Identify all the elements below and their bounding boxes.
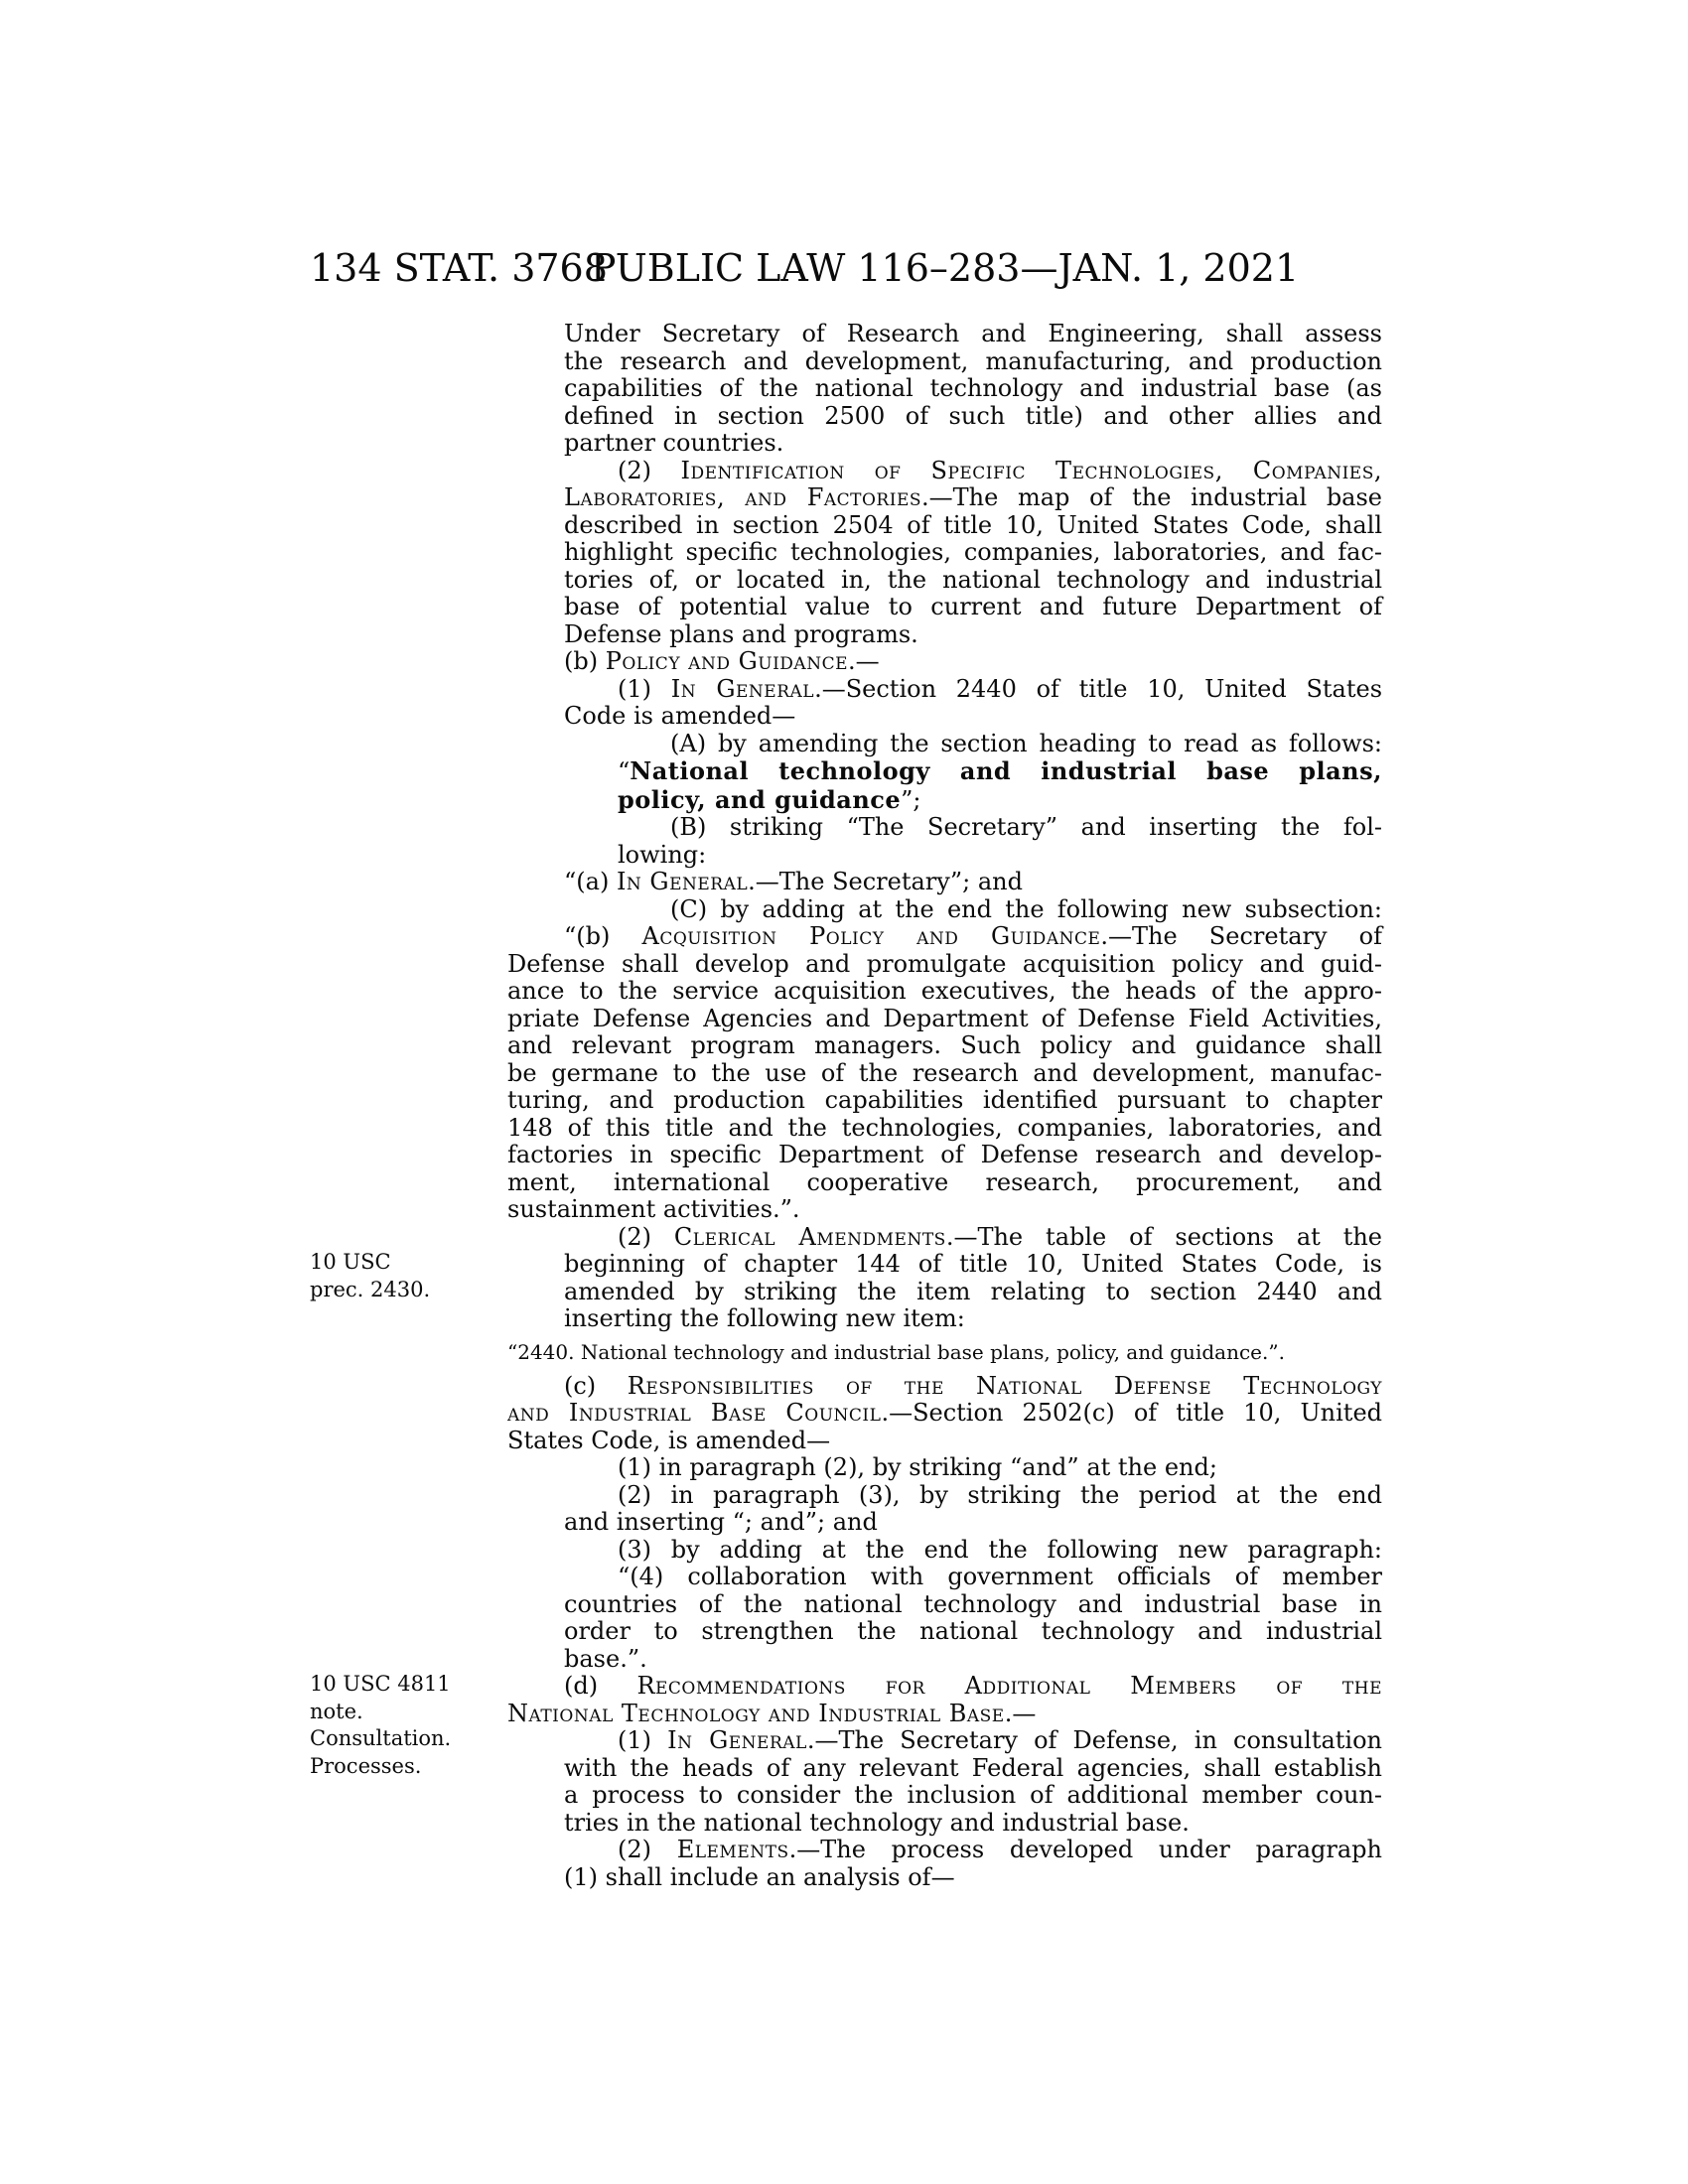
text-line: base.”. <box>564 1644 647 1673</box>
margin-note-line: Consultation. <box>310 1726 452 1750</box>
text-line: “National technology and industrial base plans, <box>618 756 1382 785</box>
text-line: with the heads of any relevant Federal agencies, shall establish <box>564 1753 1382 1782</box>
margin-note-line: 10 USC <box>310 1250 391 1274</box>
text-line: amended by striking the item relating to section 2440 and <box>564 1277 1382 1305</box>
text-line: Defense plans and programs. <box>564 619 918 648</box>
text-line: tries in the national technology and industrial base. <box>564 1808 1190 1837</box>
text-line: (d) Recommendations for Additional Members of the <box>564 1672 1382 1700</box>
text-line: partner countries. <box>564 429 784 457</box>
margin-notes <box>0 0 496 2184</box>
text-line: sustainment activities.”. <box>507 1195 800 1223</box>
text-line: (C) by adding at the end the following new subsection: <box>670 894 1382 923</box>
text-line: Defense shall develop and promulgate acquisition policy and guid- <box>507 949 1382 978</box>
text-line: ance to the service acquisition executives, the heads of the appro- <box>507 977 1382 1005</box>
text-line: ment, international cooperative research, procurement, and <box>507 1167 1382 1196</box>
text-line: highlight specific technologies, companies, laboratories, and fac- <box>564 538 1382 566</box>
stat-page-number: 134 STAT. 3768 <box>310 246 608 290</box>
text-line: (2) Identification of Specific Technologies, Companies, <box>618 456 1382 484</box>
text-line: Laboratories, and Factories.—The map of the industrial base <box>564 483 1383 511</box>
text-line: States Code, is amended— <box>507 1426 831 1454</box>
text-line: factories in specific Department of Defense research and develop- <box>507 1141 1382 1168</box>
text-line: (2) in paragraph (3), by striking the period at the end <box>618 1480 1382 1509</box>
text-line: capabilities of the national technology and industrial base (as <box>564 374 1382 402</box>
text-line: “(a) In General.—The Secretary”; and <box>564 868 1023 895</box>
table-of-sections-item: “2440. National technology and industrial base plans, policy, and guidance.”. <box>507 1339 1285 1364</box>
text-line: (2) Clerical Amendments.—The table of sections at the <box>618 1222 1383 1251</box>
text-line: (1) In General.—The Secretary of Defense, in consultation <box>618 1726 1382 1754</box>
text-line: base of potential value to current and future Department of <box>564 593 1382 620</box>
margin-note <box>310 1249 498 1303</box>
text-line: “(4) collaboration with government officials of member <box>618 1563 1382 1590</box>
text-line: (2) Elements.—The process developed under paragraph <box>618 1836 1383 1863</box>
text-line: order to strengthen the national technology and industrial <box>564 1617 1382 1645</box>
text-line: priate Defense Agencies and Department of Defense Field Activities, <box>507 1004 1382 1032</box>
text-line: and Industrial Base Council.—Section 2502(c) of title 10, United <box>507 1399 1383 1427</box>
text-line: Under Secretary of Research and Engineering, shall assess <box>564 320 1382 347</box>
margin-note-line: 10 USC 4811 <box>310 1672 451 1696</box>
text-line: and inserting “; and”; and <box>564 1508 878 1536</box>
text-line: tories of, or located in, the national technology and industrial <box>564 565 1382 594</box>
text-line: (b) Policy and Guidance.— <box>564 647 880 675</box>
text-line: (1) In General.—Section 2440 of title 10, United States <box>618 674 1383 703</box>
text-line: beginning of chapter 144 of title 10, United States Code, is <box>564 1250 1382 1278</box>
margin-note-line: Processes. <box>310 1753 422 1778</box>
text-line: policy, and guidance”; <box>618 784 921 814</box>
text-line: “(b) Acquisition Policy and Guidance.—The Secretary of <box>564 922 1382 950</box>
text-line: (c) Responsibilities of the National Defense Technology <box>564 1371 1383 1400</box>
margin-note <box>310 1725 498 1780</box>
text-line: 148 of this title and the technologies, companies, laboratories, and <box>507 1113 1382 1142</box>
text-line: (1) shall include an analysis of— <box>564 1862 955 1891</box>
text-line: (B) striking “The Secretary” and inserting the fol- <box>670 813 1382 841</box>
text-line: National Technology and Industrial Base.— <box>507 1699 1037 1727</box>
text-line: lowing: <box>618 840 707 869</box>
text-line: a process to consider the inclusion of additional member coun- <box>564 1781 1382 1809</box>
text-line: (3) by adding at the end the following new paragraph: <box>618 1535 1382 1564</box>
text-line: countries of the national technology and industrial base in <box>564 1589 1382 1618</box>
margin-note-line: note. <box>310 1699 363 1723</box>
text-line: (1) in paragraph (2), by striking “and” at the end; <box>618 1453 1217 1481</box>
margin-note <box>310 1671 498 1725</box>
margin-note-line: prec. 2430. <box>310 1277 431 1301</box>
text-line: Code is amended— <box>564 702 796 730</box>
law-title: PUBLIC LAW 116–283—JAN. 1, 2021 <box>590 246 1300 290</box>
text-line: described in section 2504 of title 10, United States Code, shall <box>564 510 1382 539</box>
text-line: be germane to the use of the research and development, manufac- <box>507 1058 1382 1087</box>
text-line: and relevant program managers. Such policy and guidance shall <box>507 1031 1382 1059</box>
text-line: the research and development, manufacturing, and production <box>564 346 1382 375</box>
text-line: inserting the following new item: <box>564 1304 965 1332</box>
text-line: (A) by amending the section heading to read as follows: <box>670 729 1382 757</box>
body-text <box>507 321 1382 1891</box>
text-line: turing, and production capabilities identified pursuant to chapter <box>507 1086 1382 1114</box>
text-line: defined in section 2500 of such title) and other allies and <box>564 401 1382 430</box>
